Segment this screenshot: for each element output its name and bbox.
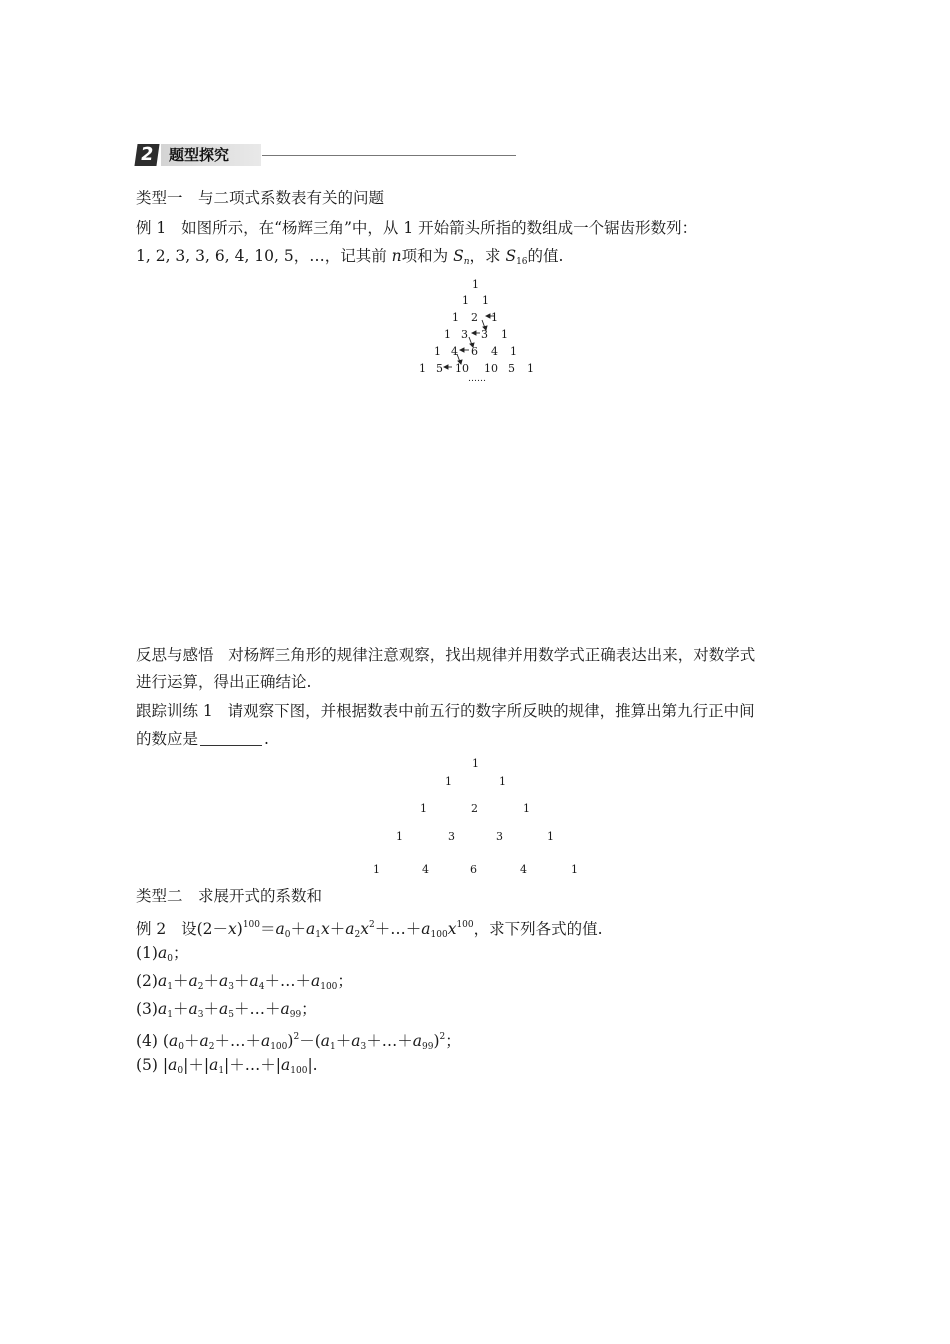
item-4-label: (4) [136, 1032, 158, 1050]
practice1-text1: 请观察下图，并根据数表中前五行的数字所反映的规律，推算出第九行正中间 [227, 702, 755, 720]
practice1-end: . [264, 730, 269, 748]
example2-exp: 100 [242, 920, 260, 930]
practice1-text2: 的数应是 [136, 730, 199, 748]
t1-r2-c1: 1 [462, 294, 469, 307]
t2-r4-c2: 3 [448, 830, 455, 843]
t1-r3-c3: 1 [491, 311, 498, 324]
section-divider [262, 155, 516, 156]
example1-label: 例 1 [136, 219, 167, 237]
example2-label: 例 2 [136, 920, 167, 938]
t1-r2-c2: 1 [482, 294, 489, 307]
example2-tail: ，求下列各式的值. [473, 920, 603, 938]
example1-mid: 项和为 [401, 247, 454, 265]
item-3-label: (3) [136, 1000, 158, 1018]
section-number-badge: 2 [134, 144, 159, 166]
answer-blank[interactable] [200, 731, 262, 746]
t2-r4-c4: 1 [547, 830, 554, 843]
t2-r3-c1: 1 [420, 802, 427, 815]
example2-eq: ＝ [260, 920, 276, 938]
t2-r4-c3: 3 [496, 830, 503, 843]
t2-r5-c1: 1 [373, 863, 380, 876]
t1-r6-c3: 10 [455, 362, 469, 375]
example2-pre: 设(2－ [181, 920, 228, 938]
example1-end: 的值. [527, 247, 564, 265]
t1-r5-c1: 1 [434, 345, 441, 358]
item-2: $(2)a_1+a_2+a_3+a_4+\dots+a_{100}$； [136, 972, 353, 992]
t2-r2-c2: 1 [499, 775, 506, 788]
t1-dots: …… [468, 374, 486, 384]
t1-r5-c4: 4 [491, 345, 498, 358]
t2-r5-c5: 1 [571, 863, 578, 876]
t1-r4-c1: 1 [444, 328, 451, 341]
item-2-label: (2) [136, 972, 158, 990]
t1-r5-c3: 6 [471, 345, 478, 358]
example1-sub-16: 16 [516, 257, 528, 267]
practice1-label: 跟踪训练 1 [136, 702, 213, 720]
t2-r2-c1: 1 [445, 775, 452, 788]
type1-heading: 类型一 与二项式系数表有关的问题 [136, 189, 385, 207]
example2-x: x [228, 920, 237, 938]
item-5-label: (5) [136, 1056, 158, 1074]
t2-r5-c4: 4 [520, 863, 527, 876]
practice1-line2 [136, 729, 269, 749]
example1-S: S [453, 247, 464, 265]
type2-heading: 类型二 求展开式的系数和 [136, 887, 323, 905]
item-1: $(1)a_0$； [136, 944, 189, 964]
t1-r4-c4: 1 [501, 328, 508, 341]
t1-r4-c3: 3 [481, 328, 488, 341]
example2-post: ) [236, 920, 243, 938]
t2-r5-c2: 4 [422, 863, 429, 876]
practice1-line1 [136, 701, 755, 721]
item-1-label: (1) [136, 944, 158, 962]
t1-r6-c2: 5 [436, 362, 443, 375]
t1-r6-c6: 1 [527, 362, 534, 375]
item-3: $(3)a_1+a_3+a_5+\dots+a_{99}$； [136, 1000, 317, 1020]
example1-mid2: ，求 [469, 247, 506, 265]
t1-r4-c2: 3 [461, 328, 468, 341]
t1-r6-c5: 5 [508, 362, 515, 375]
t2-r1-c1: 1 [472, 757, 479, 770]
example1-text1: 如图所示，在“杨辉三角”中，从 1 开始箭头所指的数组成一个锯齿形数列： [181, 219, 698, 237]
t1-r6-c4: 10 [484, 362, 498, 375]
reflection-line2: 进行运算，得出正确结论. [136, 673, 312, 691]
example1-line2 [136, 246, 563, 272]
item-5: (5) $|a_0|+|a_1|+\dots+|a_{100}|$. [136, 1056, 318, 1076]
t2-r3-c3: 1 [523, 802, 530, 815]
t1-r5-c5: 1 [510, 345, 517, 358]
reflection-line1 [136, 645, 755, 665]
example1-seq: 1, 2, 3, 3, 6, 4, 10, 5，…，记其前 [136, 247, 392, 265]
t1-r6-c1: 1 [419, 362, 426, 375]
t2-r5-c3: 6 [470, 863, 477, 876]
t2-r4-c1: 1 [396, 830, 403, 843]
t1-r3-c2: 2 [471, 311, 478, 324]
example1-S16: S [505, 247, 517, 265]
example1-n: n [391, 247, 402, 265]
t2-r3-c2: 2 [471, 802, 478, 815]
reflection-label: 反思与感悟 [136, 646, 214, 664]
item-4: (4) $(a_0+a_2+\dots+a_{100})^2-(a_1+a_3+\dots+a_{99})^2$； [136, 1032, 461, 1052]
section-title: 题型探究 [161, 144, 261, 166]
example1-sub-n: n [463, 257, 470, 267]
t1-r1-c1: 1 [472, 278, 479, 291]
example2-line: 例 2 设$(2-x)^{100}=a_0+a_1x+a_2x^2+\dots+a_{100}x^{100}$，求下列各式的值. [136, 920, 603, 940]
t1-r5-c2: 4 [451, 345, 458, 358]
example1-line1 [136, 218, 697, 238]
t1-r3-c1: 1 [452, 311, 459, 324]
reflection-text1: 对杨辉三角形的规律注意观察，找出规律并用数学式正确表达出来，对数学式 [228, 646, 756, 664]
